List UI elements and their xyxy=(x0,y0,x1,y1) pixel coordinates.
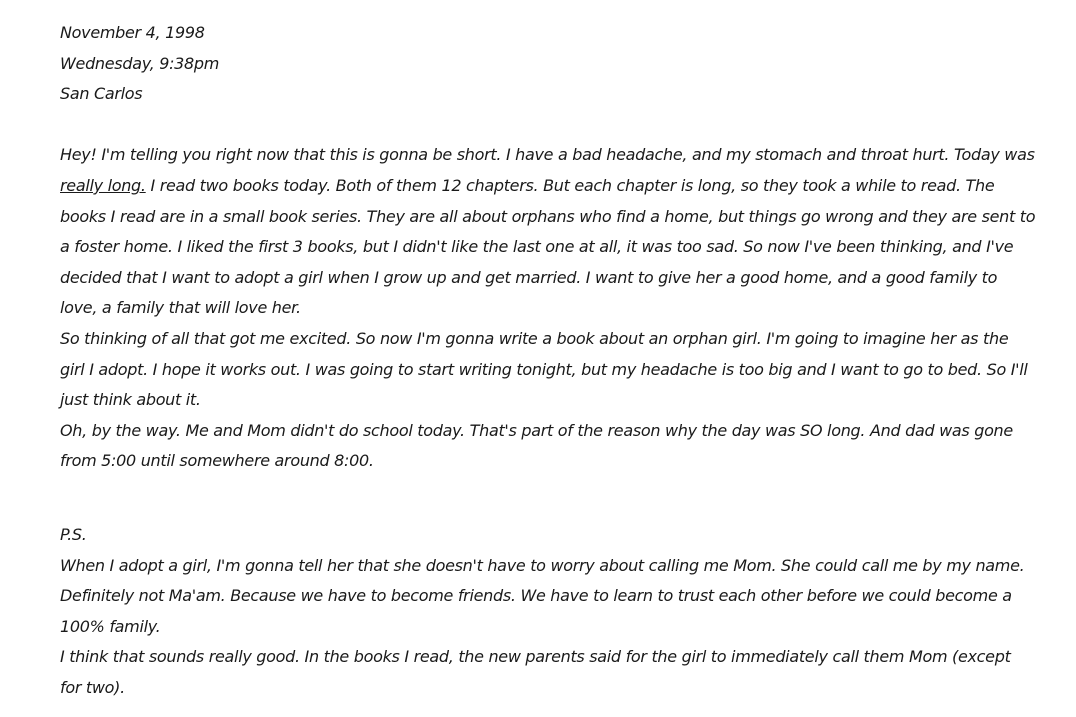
spacer xyxy=(60,477,1036,520)
paragraph-1 xyxy=(60,140,1036,324)
paragraph-1-end: I read two books today. Both of them 12 chapters. But each chapter is long, so they took a while to read. The books I read are in a small book series. They are all about orphans who find a home, but things go wrong and they are sent to a foster home. I liked the first 3 books, but I didn't like the last one at all, it was too sad. So now I've been thinking, and I've decided that I want to adopt a girl when I grow up and get married. I want to give her a good home, and a good family to love, a family that will love her. xyxy=(60,175,1036,318)
ps-paragraph-2: I think that sounds really good. In the books I read, the new parents said for the girl to immediately call them Mom (except for two). xyxy=(60,647,1011,697)
paragraph-2: So thinking of all that got me excited. So now I'm gonna write a book about an orphan girl. I'm going to imagine her as the girl I adopt. I hope it works out. I was going to start writing tonight, but my headache is too big and I want to go to bed. So I'll just think about it. xyxy=(60,328,1028,410)
spacer xyxy=(60,110,1036,141)
ps-label: P.S. xyxy=(60,524,87,544)
entry-date: November 4, 1998 xyxy=(60,23,205,42)
entry-location: San Carlos xyxy=(60,84,143,104)
ps-paragraph-1: When I adopt a girl, I'm gonna tell her that she doesn't have to worry about calling me Mom. She could call me by my name. Definitely not Ma'am. Because we have to become friends. We have to learn to trust each other before we could become a 100% family. xyxy=(60,555,1025,636)
entry-day-time: Wednesday, 9:38pm xyxy=(60,53,220,73)
paragraph-1-start: Hey! I'm telling you right now that this is gonna be short. I have a bad headache, and my stomach and throat hurt. Today was xyxy=(60,145,1035,165)
paragraph-3: Oh, by the way. Me and Mom didn't do school today. That's part of the reason why the day was SO long. And dad was gone from 5:00 until somewhere around 8:00. xyxy=(60,420,1013,471)
underlined-phrase: really long. xyxy=(60,175,146,195)
